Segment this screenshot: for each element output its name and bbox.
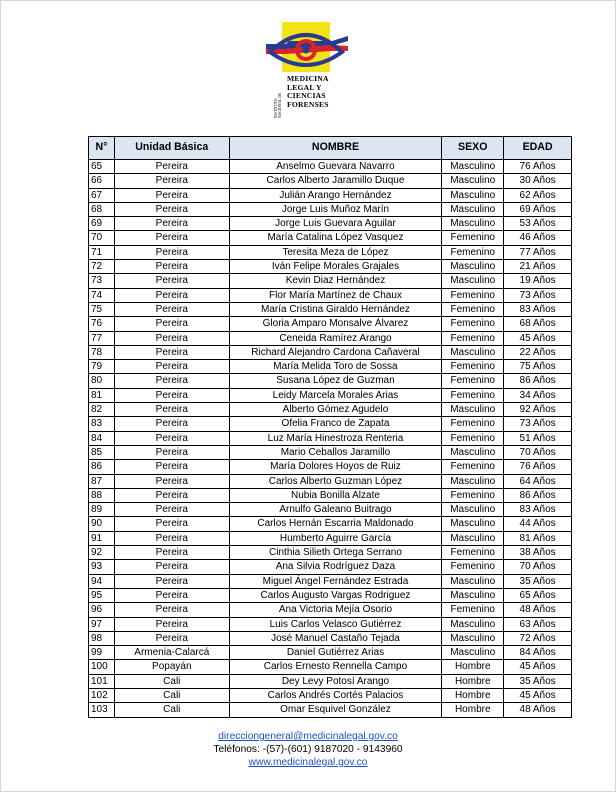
- cell-age: 45 Años: [504, 331, 572, 345]
- cell-sex: Masculino: [442, 574, 504, 588]
- cell-number: 93: [89, 560, 115, 574]
- cell-number: 74: [89, 288, 115, 302]
- cell-sex: Masculino: [442, 445, 504, 459]
- cell-unit: Pereira: [114, 374, 229, 388]
- table-row: [89, 217, 572, 231]
- cell-sex: Femenino: [442, 231, 504, 245]
- table-row: [89, 417, 572, 431]
- cell-unit: Pereira: [114, 631, 229, 645]
- cell-age: 76 Años: [504, 160, 572, 174]
- header-age: EDAD: [504, 137, 572, 160]
- cell-age: 75 Años: [504, 360, 572, 374]
- cell-sex: Hombre: [442, 688, 504, 702]
- cell-name: María Cristina Giraldo Hernández: [229, 302, 442, 316]
- cell-number: 94: [89, 574, 115, 588]
- cell-unit: Pereira: [114, 488, 229, 502]
- table-row: [89, 317, 572, 331]
- cell-sex: Masculino: [442, 217, 504, 231]
- cell-name: Susana López de Guzman: [229, 374, 442, 388]
- cell-number: 96: [89, 603, 115, 617]
- cell-unit: Pereira: [114, 260, 229, 274]
- cell-sex: Masculino: [442, 260, 504, 274]
- cell-number: 69: [89, 217, 115, 231]
- table-row: [89, 574, 572, 588]
- table-row: [89, 588, 572, 602]
- cell-name: Humberto Aguirre García: [229, 531, 442, 545]
- cell-name: Ceneida Ramírez Arango: [229, 331, 442, 345]
- cell-number: 85: [89, 445, 115, 459]
- table-row: [89, 674, 572, 688]
- cell-age: 38 Años: [504, 546, 572, 560]
- cell-unit: Pereira: [114, 474, 229, 488]
- logo-side-text: INSTITUTO NACIONAL DE: [274, 92, 282, 118]
- table-header-row: [89, 137, 572, 160]
- table-row: [89, 431, 572, 445]
- cell-number: 72: [89, 260, 115, 274]
- cell-age: 51 Años: [504, 431, 572, 445]
- cell-unit: Pereira: [114, 531, 229, 545]
- website-link[interactable]: www.medicinalegal.gov.co: [248, 757, 368, 768]
- cell-unit: Pereira: [114, 317, 229, 331]
- cell-age: 92 Años: [504, 403, 572, 417]
- cell-number: 66: [89, 174, 115, 188]
- cell-age: 73 Años: [504, 417, 572, 431]
- cell-name: Ana Silvia Rodríguez Daza: [229, 560, 442, 574]
- cell-sex: Masculino: [442, 646, 504, 660]
- cell-age: 84 Años: [504, 646, 572, 660]
- cell-sex: Femenino: [442, 603, 504, 617]
- cell-unit: Pereira: [114, 560, 229, 574]
- cell-name: Cinthia Silieth Ortega Serrano: [229, 546, 442, 560]
- cell-name: Flor María Martínez de Chaux: [229, 288, 442, 302]
- table-row: [89, 560, 572, 574]
- table-row: [89, 202, 572, 216]
- cell-number: 78: [89, 345, 115, 359]
- table-row: [89, 331, 572, 345]
- cell-sex: Masculino: [442, 517, 504, 531]
- logo-line: CIENCIAS: [287, 91, 326, 101]
- cell-number: 77: [89, 331, 115, 345]
- cell-name: Carlos Ernesto Rennella Campo: [229, 660, 442, 674]
- cell-unit: Pereira: [114, 245, 229, 259]
- table-row: [89, 617, 572, 631]
- cell-sex: Femenino: [442, 388, 504, 402]
- table-row: [89, 646, 572, 660]
- table-row: [89, 260, 572, 274]
- table-row: [89, 517, 572, 531]
- footer: [0, 730, 616, 769]
- cell-name: José Manuel Castaño Tejada: [229, 631, 442, 645]
- cell-sex: Masculino: [442, 631, 504, 645]
- cell-sex: Femenino: [442, 488, 504, 502]
- cell-age: 83 Años: [504, 503, 572, 517]
- table-row: [89, 274, 572, 288]
- cell-sex: Femenino: [442, 374, 504, 388]
- table-row: [89, 403, 572, 417]
- cell-age: 73 Años: [504, 288, 572, 302]
- cell-number: 81: [89, 388, 115, 402]
- cell-name: Omar Esquivel González: [229, 703, 442, 717]
- cell-unit: Popayán: [114, 660, 229, 674]
- cell-name: Gloria Amparo Monsalve Álvarez: [229, 317, 442, 331]
- cell-sex: Femenino: [442, 317, 504, 331]
- cell-number: 86: [89, 460, 115, 474]
- table-row: [89, 174, 572, 188]
- cell-unit: Pereira: [114, 417, 229, 431]
- cell-age: 62 Años: [504, 188, 572, 202]
- cell-sex: Masculino: [442, 588, 504, 602]
- cell-unit: Pereira: [114, 603, 229, 617]
- cell-number: 75: [89, 302, 115, 316]
- cell-age: 30 Años: [504, 174, 572, 188]
- cell-unit: Pereira: [114, 188, 229, 202]
- cell-unit: Pereira: [114, 388, 229, 402]
- cell-sex: Femenino: [442, 431, 504, 445]
- cell-sex: Masculino: [442, 274, 504, 288]
- cell-unit: Pereira: [114, 202, 229, 216]
- cell-number: 70: [89, 231, 115, 245]
- cell-number: 103: [89, 703, 115, 717]
- cell-number: 91: [89, 531, 115, 545]
- cell-sex: Masculino: [442, 160, 504, 174]
- table-row: [89, 302, 572, 316]
- cell-unit: Cali: [114, 674, 229, 688]
- cell-sex: Femenino: [442, 460, 504, 474]
- table-row: [89, 474, 572, 488]
- cell-name: Arnulfo Galeano Buitrago: [229, 503, 442, 517]
- cell-name: Julián Arango Hernández: [229, 188, 442, 202]
- cell-age: 19 Años: [504, 274, 572, 288]
- cell-number: 80: [89, 374, 115, 388]
- table-row: [89, 631, 572, 645]
- cell-age: 70 Años: [504, 560, 572, 574]
- cell-unit: Pereira: [114, 546, 229, 560]
- cell-age: 21 Años: [504, 260, 572, 274]
- cell-age: 45 Años: [504, 688, 572, 702]
- cell-name: Iván Felipe Morales Grajales: [229, 260, 442, 274]
- cell-number: 98: [89, 631, 115, 645]
- table-row: [89, 360, 572, 374]
- cell-name: Richard Alejandro Cardona Cañaveral: [229, 345, 442, 359]
- email-link[interactable]: direcciongeneral@medicinalegal.gov.co: [218, 731, 398, 742]
- cell-name: Jorge Luis Guevara Aguilar: [229, 217, 442, 231]
- cell-sex: Femenino: [442, 546, 504, 560]
- cell-sex: Femenino: [442, 288, 504, 302]
- table-row: [89, 688, 572, 702]
- cell-age: 70 Años: [504, 445, 572, 459]
- cell-age: 69 Años: [504, 202, 572, 216]
- cell-name: Luis Carlos Velasco Gutiérrez: [229, 617, 442, 631]
- cell-unit: Pereira: [114, 588, 229, 602]
- table-row: [89, 703, 572, 717]
- cell-sex: Femenino: [442, 417, 504, 431]
- cell-age: 63 Años: [504, 617, 572, 631]
- cell-sex: Masculino: [442, 503, 504, 517]
- cell-sex: Masculino: [442, 345, 504, 359]
- cell-number: 83: [89, 417, 115, 431]
- cell-sex: Masculino: [442, 174, 504, 188]
- table-row: [89, 160, 572, 174]
- cell-name: Ana Victoria Mejía Osorio: [229, 603, 442, 617]
- cell-unit: Pereira: [114, 403, 229, 417]
- institute-logo: [262, 20, 356, 120]
- cell-name: Dey Levy Potosí Arango: [229, 674, 442, 688]
- cell-name: Daniel Gutiérrez Arias: [229, 646, 442, 660]
- cell-number: 92: [89, 546, 115, 560]
- cell-age: 68 Años: [504, 317, 572, 331]
- cell-number: 73: [89, 274, 115, 288]
- cell-name: Carlos Andrés Cortés Palacios: [229, 688, 442, 702]
- table-row: [89, 231, 572, 245]
- table-body: [89, 160, 572, 718]
- table-row: [89, 503, 572, 517]
- table-row: [89, 388, 572, 402]
- cell-age: 48 Años: [504, 603, 572, 617]
- cell-age: 86 Años: [504, 488, 572, 502]
- cell-sex: Masculino: [442, 474, 504, 488]
- cell-sex: Hombre: [442, 660, 504, 674]
- cell-number: 97: [89, 617, 115, 631]
- cell-age: 65 Años: [504, 588, 572, 602]
- cell-age: 77 Años: [504, 245, 572, 259]
- cell-name: María Catalina López Vasquez: [229, 231, 442, 245]
- cell-age: 46 Años: [504, 231, 572, 245]
- cell-unit: Pereira: [114, 445, 229, 459]
- cell-sex: Hombre: [442, 674, 504, 688]
- logo-wordmark: [287, 75, 353, 109]
- cell-number: 99: [89, 646, 115, 660]
- table-row: [89, 460, 572, 474]
- cell-name: Kevin Diaz Hernández: [229, 274, 442, 288]
- cell-number: 101: [89, 674, 115, 688]
- cell-unit: Pereira: [114, 217, 229, 231]
- cell-number: 67: [89, 188, 115, 202]
- cell-sex: Femenino: [442, 360, 504, 374]
- cell-number: 88: [89, 488, 115, 502]
- victims-table: [88, 136, 572, 718]
- cell-number: 89: [89, 503, 115, 517]
- cell-sex: Masculino: [442, 617, 504, 631]
- cell-name: Teresita Meza de López: [229, 245, 442, 259]
- cell-age: 48 Años: [504, 703, 572, 717]
- cell-unit: Pereira: [114, 503, 229, 517]
- cell-number: 82: [89, 403, 115, 417]
- table-row: [89, 445, 572, 459]
- cell-age: 45 Años: [504, 660, 572, 674]
- cell-unit: Pereira: [114, 460, 229, 474]
- cell-name: Miguel Ángel Fernández Estrada: [229, 574, 442, 588]
- header-sex: SEXO: [442, 137, 504, 160]
- cell-unit: Pereira: [114, 360, 229, 374]
- cell-age: 44 Años: [504, 517, 572, 531]
- cell-name: María Dolores Hoyos de Ruiz: [229, 460, 442, 474]
- logo-line: LEGAL Y: [287, 82, 322, 92]
- cell-unit: Pereira: [114, 174, 229, 188]
- cell-sex: Femenino: [442, 245, 504, 259]
- cell-sex: Femenino: [442, 302, 504, 316]
- cell-unit: Pereira: [114, 431, 229, 445]
- table-row: [89, 660, 572, 674]
- cell-age: 72 Años: [504, 631, 572, 645]
- cell-sex: Femenino: [442, 560, 504, 574]
- cell-unit: Armenia-Calarcá: [114, 646, 229, 660]
- cell-number: 76: [89, 317, 115, 331]
- table-row: [89, 374, 572, 388]
- cell-number: 68: [89, 202, 115, 216]
- header-unit: Unidad Básica: [114, 137, 229, 160]
- logo-line: MEDICINA: [287, 74, 329, 83]
- cell-number: 90: [89, 517, 115, 531]
- cell-unit: Pereira: [114, 288, 229, 302]
- cell-sex: Femenino: [442, 331, 504, 345]
- cell-age: 76 Años: [504, 460, 572, 474]
- cell-age: 53 Años: [504, 217, 572, 231]
- header-number: N°: [89, 137, 115, 160]
- table-row: [89, 188, 572, 202]
- cell-number: 100: [89, 660, 115, 674]
- cell-name: Carlos Hernán Escarria Maldonado: [229, 517, 442, 531]
- cell-name: Mario Ceballos Jaramillo: [229, 445, 442, 459]
- cell-number: 87: [89, 474, 115, 488]
- cell-age: 35 Años: [504, 674, 572, 688]
- cell-age: 22 Años: [504, 345, 572, 359]
- cell-name: Ofelia Franco de Zapata: [229, 417, 442, 431]
- table-row: [89, 603, 572, 617]
- cell-age: 64 Años: [504, 474, 572, 488]
- cell-name: Carlos Alberto Guzman López: [229, 474, 442, 488]
- cell-unit: Pereira: [114, 231, 229, 245]
- table-row: [89, 531, 572, 545]
- cell-age: 83 Años: [504, 302, 572, 316]
- header-name: NOMBRE: [229, 137, 442, 160]
- cell-sex: Hombre: [442, 703, 504, 717]
- cell-number: 95: [89, 588, 115, 602]
- cell-name: María Melida Toro de Sossa: [229, 360, 442, 374]
- phone-numbers: Teléfonos: -(57)-(601) 9187020 - 9143960: [213, 744, 403, 755]
- cell-age: 34 Años: [504, 388, 572, 402]
- cell-sex: Masculino: [442, 403, 504, 417]
- cell-name: Luz María Hinestroza Renteria: [229, 431, 442, 445]
- cell-unit: Cali: [114, 688, 229, 702]
- cell-unit: Pereira: [114, 617, 229, 631]
- cell-name: Jorge Luis Muñoz Marín: [229, 202, 442, 216]
- cell-age: 81 Años: [504, 531, 572, 545]
- table-row: [89, 288, 572, 302]
- cell-age: 86 Años: [504, 374, 572, 388]
- table-row: [89, 546, 572, 560]
- cell-unit: Pereira: [114, 517, 229, 531]
- cell-sex: Masculino: [442, 531, 504, 545]
- cell-sex: Masculino: [442, 188, 504, 202]
- cell-number: 84: [89, 431, 115, 445]
- table-row: [89, 345, 572, 359]
- cell-unit: Cali: [114, 703, 229, 717]
- cell-sex: Masculino: [442, 202, 504, 216]
- cell-name: Anselmo Guevara Navarro: [229, 160, 442, 174]
- cell-unit: Pereira: [114, 345, 229, 359]
- table-row: [89, 488, 572, 502]
- cell-unit: Pereira: [114, 574, 229, 588]
- table-row: [89, 245, 572, 259]
- logo-line: FORENSES: [287, 99, 329, 109]
- cell-number: 65: [89, 160, 115, 174]
- cell-name: Alberto Gómez Agudelo: [229, 403, 442, 417]
- cell-unit: Pereira: [114, 160, 229, 174]
- cell-age: 35 Años: [504, 574, 572, 588]
- cell-name: Nubia Bonilla Alzate: [229, 488, 442, 502]
- cell-unit: Pereira: [114, 331, 229, 345]
- cell-number: 71: [89, 245, 115, 259]
- cell-number: 102: [89, 688, 115, 702]
- cell-name: Carlos Alberto Jaramillo Duque: [229, 174, 442, 188]
- cell-name: Leidy Marcela Morales Arias: [229, 388, 442, 402]
- cell-unit: Pereira: [114, 302, 229, 316]
- eye-emblem-icon: [262, 20, 356, 74]
- cell-number: 79: [89, 360, 115, 374]
- cell-name: Carlos Augusto Vargas Rodriguez: [229, 588, 442, 602]
- cell-unit: Pereira: [114, 274, 229, 288]
